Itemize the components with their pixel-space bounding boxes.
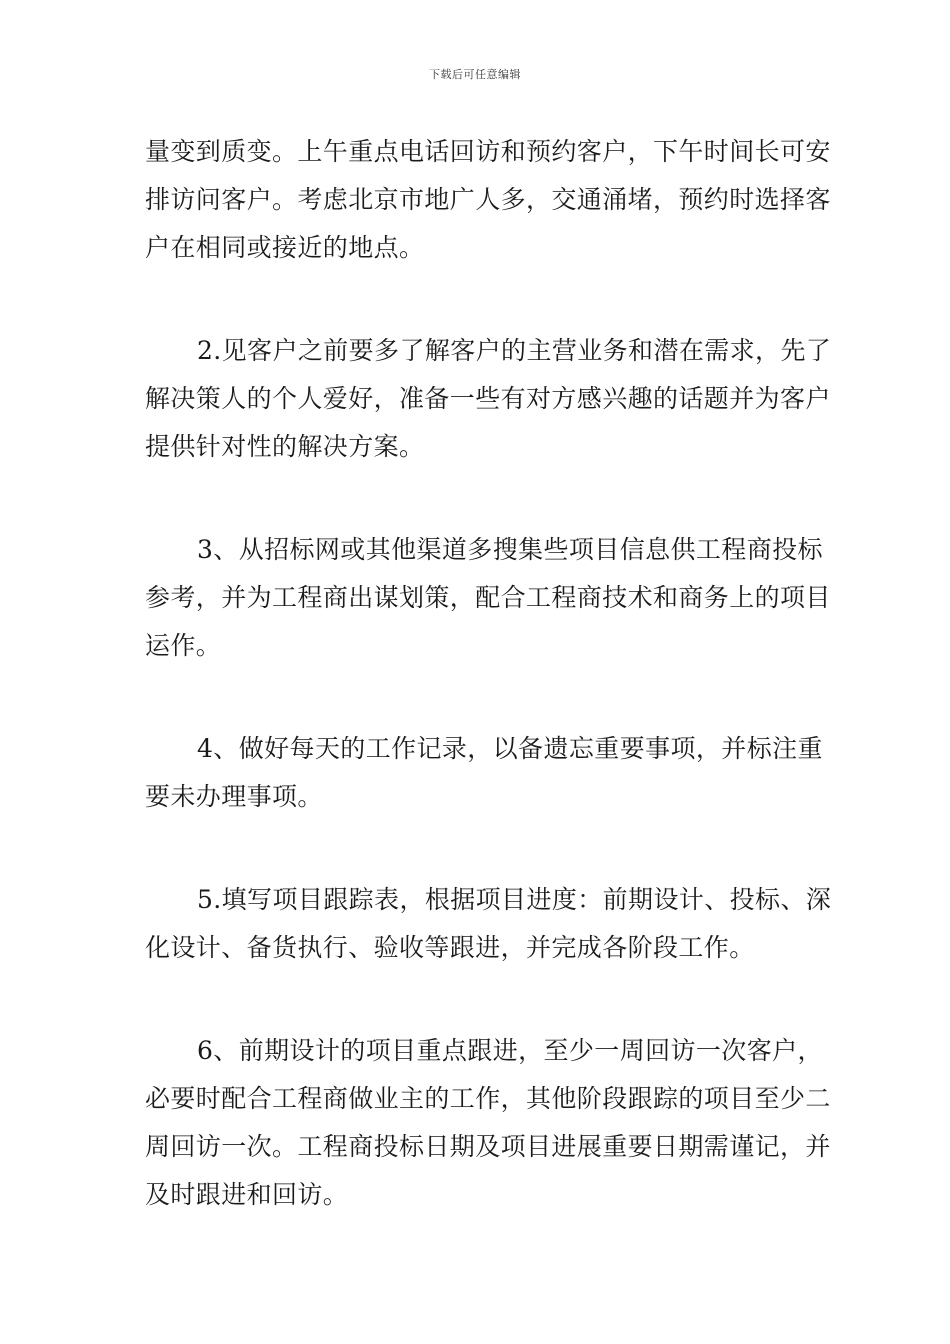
paragraph-2: 2.见客户之前要多了解客户的主营业务和潜在需求，先了解决策人的个人爱好，准备一些有对方感兴趣的话题并为客户提供针对性的解决方案。 — [145, 336, 832, 461]
document-body — [145, 128, 835, 1219]
header-note: 下载后可任意编辑 — [429, 68, 521, 81]
paragraph-5: 5.填写项目跟踪表，根据项目进度：前期设计、投标、深化设计、备货执行、验收等跟进，并完成各阶段工作。 — [145, 885, 832, 962]
paragraph-4: 4、做好每天的工作记录，以备遗忘重要事项，并标注重要未办理事项。 — [145, 734, 823, 811]
paragraph-3: 3、从招标网或其他渠道多搜集些项目信息供工程商投标参考，并为工程商出谋划策，配合工程商技术和商务上的项目运作。 — [145, 535, 831, 660]
paragraph-1: 量变到质变。上午重点电话回访和预约客户，下午时间长可安排访问客户。考虑北京市地广人多，交通涌堵，预约时选择客户在相同或接近的地点。 — [145, 137, 831, 262]
paragraph-6: 6、前期设计的项目重点跟进，至少一周回访一次客户，必要时配合工程商做业主的工作，其他阶段跟踪的项目至少二周回访一次。工程商投标日期及项目进展重要日期需谨记，并及时跟进和回访。 — [145, 1036, 831, 1209]
